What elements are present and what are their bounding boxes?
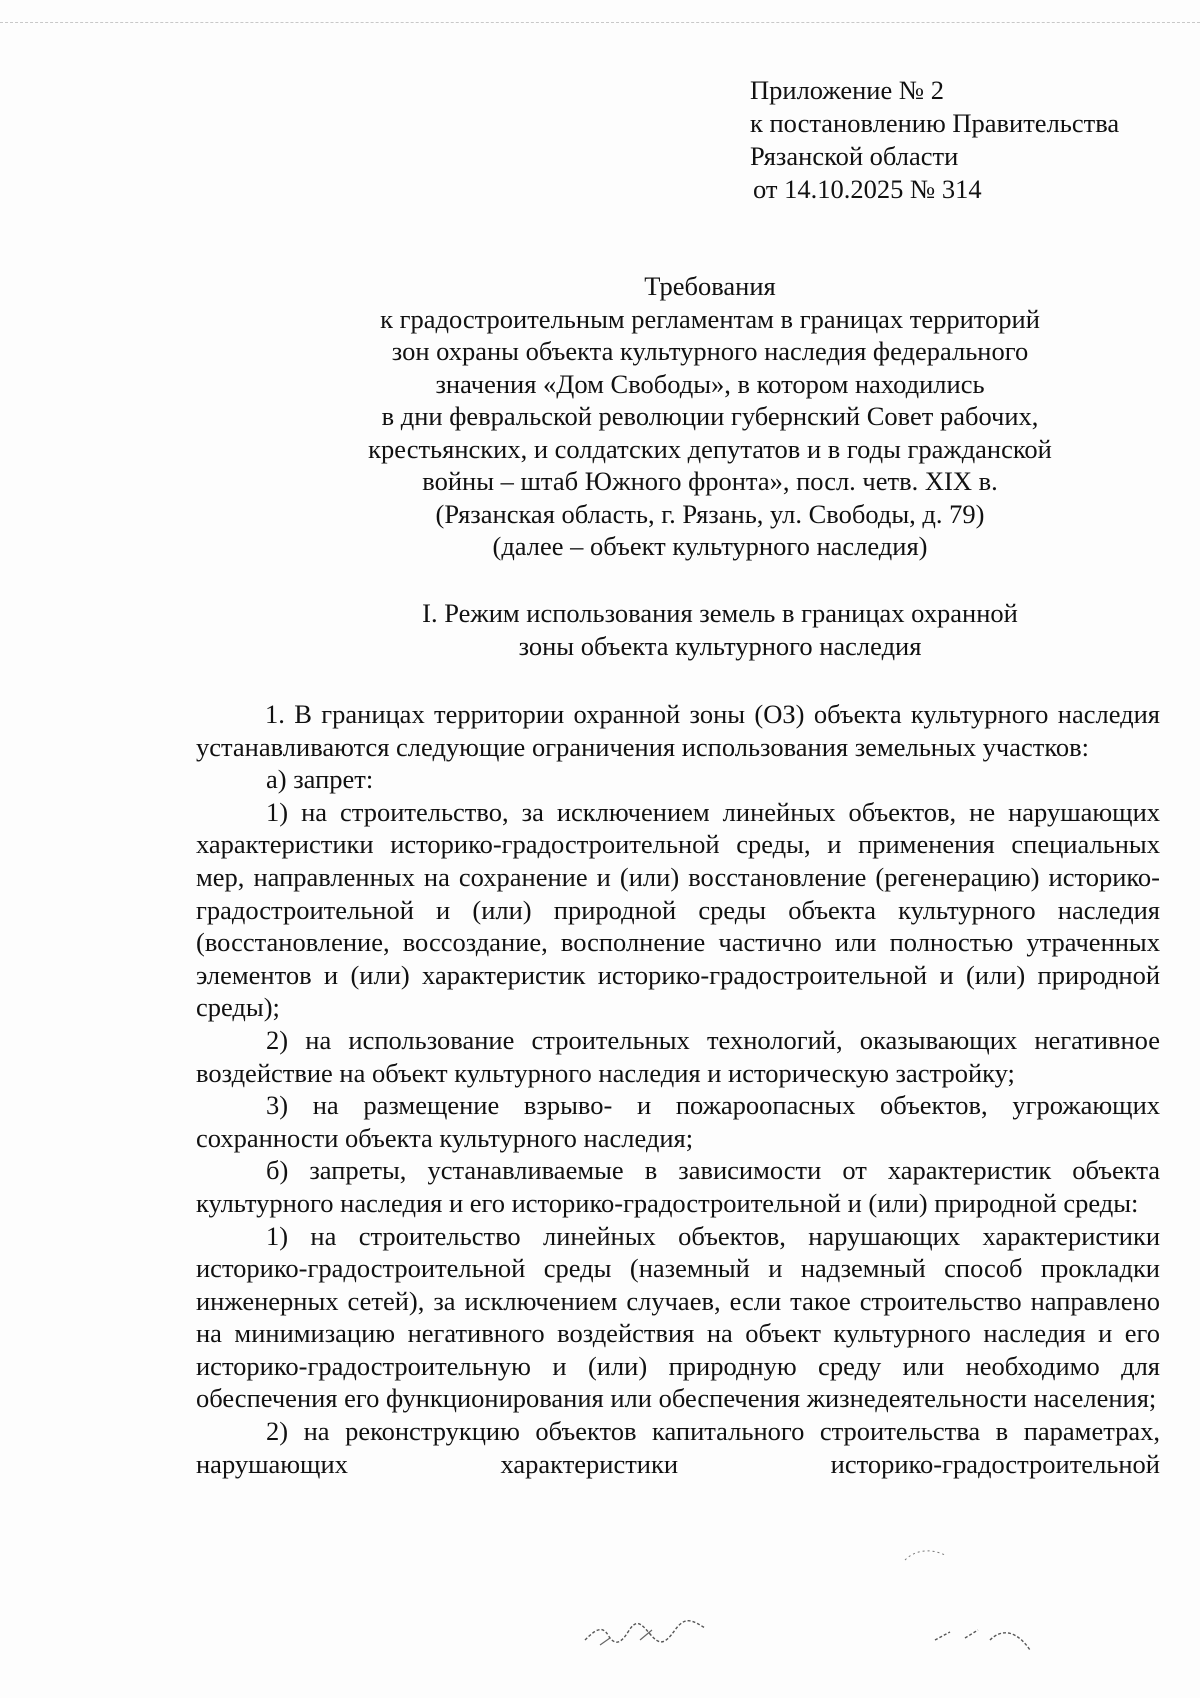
decree-date: от 14.10.2025 № 314	[753, 174, 982, 204]
title-line: зон охраны объекта культурного наследия федерального	[391, 336, 1029, 366]
title-line: (Рязанская область, г. Рязань, ул. Свободы, д. 79)	[435, 498, 985, 529]
title-line: крестьянских, и солдатских депутатов и в годы гражданской	[368, 433, 1052, 464]
appendix-header	[750, 74, 1119, 206]
handwritten-mark	[930, 1610, 1050, 1660]
section-heading-line: I. Режим использования земель в границах охранной	[422, 598, 1018, 628]
paragraph: 1) на строительство линейных объектов, нарушающих характеристики историко-градостроительной среды (наземный и надземный способ прокладки инженерных сетей), за исключением случаев, если такое строительство направлено на минимизацию негативного воздействия на объект культурного наследия и его историко-градостроительную и (или) природную среду или необходимо для обеспечения его функционирования или обеспечения жизнедеятельности населения;	[196, 1220, 1160, 1414]
scan-top-border	[0, 22, 1200, 23]
paragraph: б) запреты, устанавливаемые в зависимости от характеристик объекта культурного наследия и его историко-градостроительной и (или) природной среды:	[196, 1155, 1160, 1218]
handwritten-initials	[580, 1600, 740, 1660]
title-line: войны – штаб Южного фронта», посл. четв. XIX в.	[422, 466, 998, 496]
decree-reference: к постановлению Правительства	[750, 108, 1120, 138]
paragraph: 2) на использование строительных технологий, оказывающих негативное воздействие на объект культурного наследия и историческую застройку;	[196, 1024, 1160, 1088]
scan-speck	[900, 1540, 960, 1570]
title-line: Требования	[644, 271, 776, 301]
paragraph: 1) на строительство, за исключением линейных объектов, не нарушающих характеристики историко-градостроительной среды, и применения специальных мер, направленных на сохранение и (или) восстановление (регенерацию) историко-градостроительной и (или) природной среды объекта культурного наследия (восстановление, воссоздание, восполнение частично или полностью утраченных элементов и (или) характеристик историко-градостроительной и (или) природной среды);	[196, 796, 1160, 1023]
paragraph: а) запрет:	[266, 764, 374, 795]
paragraph: 1. В границах территории охранной зоны (ОЗ) объекта культурного наследия устанавливаются следующие ограничения использования земельных участков:	[196, 699, 1160, 762]
title-line: (далее – объект культурного наследия)	[492, 531, 928, 561]
paragraph: 3) на размещение взрыво- и пожароопасных объектов, угрожающих сохранности объекта культурного наследия;	[196, 1090, 1160, 1153]
region-name: Рязанской области	[750, 141, 959, 171]
document-body	[196, 698, 1160, 1480]
section-heading-line: зоны объекта культурного наследия	[518, 630, 922, 661]
section-heading	[0, 597, 1200, 662]
paragraph: 2) на реконструкцию объектов капитального строительства в параметрах, нарушающих характеристики историко-градостроительной	[196, 1416, 1160, 1479]
document-title	[0, 270, 1200, 563]
title-line: в дни февральской революции губернский Совет рабочих,	[381, 401, 1039, 431]
title-line: к градостроительным регламентам в границах территорий	[380, 303, 1040, 334]
title-line: значения «Дом Свободы», в котором находились	[435, 368, 985, 399]
appendix-number: Приложение № 2	[750, 75, 945, 105]
